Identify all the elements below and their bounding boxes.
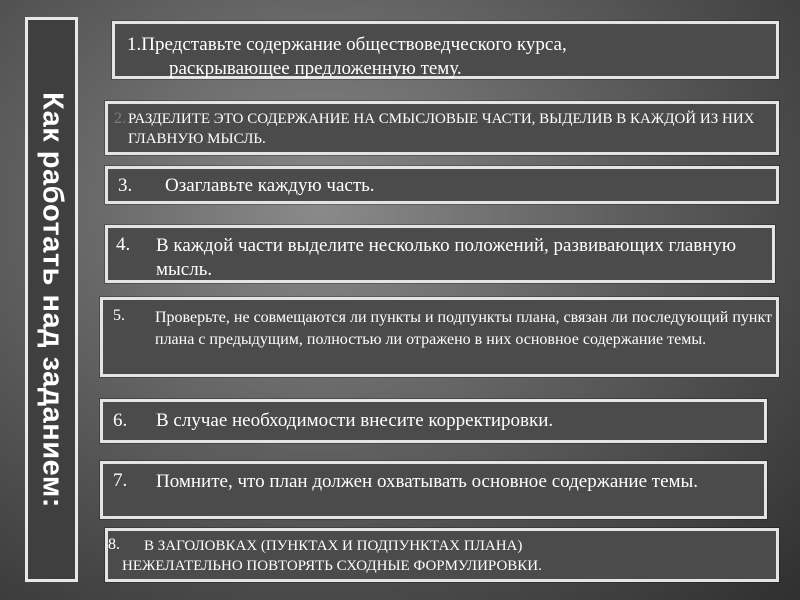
step-text-line2: раскрывающее предложенную тему. [169, 58, 462, 79]
step-number: 8. [108, 536, 120, 553]
step-text [127, 33, 767, 81]
plan-step-1 [112, 21, 779, 79]
step-text-line1: В ЗАГОЛОВКАХ (ПУНКТАХ И ПОДПУНКТАХ ПЛАНА) [144, 538, 523, 554]
step-text: В случае необходимости внесите корректировки. [156, 410, 554, 431]
plan-step-2 [105, 101, 779, 155]
plan-step-8 [105, 528, 779, 582]
step-text: РАЗДЕЛИТЕ ЭТО СОДЕРЖАНИЕ НА СМЫСЛОВЫЕ ЧАСТИ, ВЫДЕЛИВ В КАЖДОЙ ИЗ НИХ ГЛАВНУЮ МЫСЛЬ. [128, 111, 755, 147]
step-number: 5. [113, 307, 125, 324]
plan-step-7 [100, 461, 767, 519]
step-text: Помните, что план должен охватывать основное содержание темы. [156, 471, 699, 492]
plan-step-3 [105, 166, 779, 204]
step-text: Проверьте, не совмещаются ли пункты и подпункты плана, связан ли последующий пункт плана с предыдущим, полностью ли отражено в них основное содержание темы. [155, 309, 772, 348]
plan-step-4 [105, 225, 775, 283]
step-number: 4. [116, 234, 131, 255]
sidebar-title-box [25, 17, 78, 582]
step-text-line1: Представьте содержание обществоведческого курса, [141, 34, 567, 55]
step-text: Озаглавьте каждую часть. [165, 175, 375, 196]
plan-step-6 [100, 399, 767, 443]
sidebar-title: Как работать над заданием: [36, 91, 68, 508]
plan-step-5 [100, 297, 779, 377]
step-number: 6. [113, 410, 128, 431]
step-text [122, 536, 762, 576]
step-text-line2: НЕЖЕЛАТЕЛЬНО ПОВТОРЯТЬ СХОДНЫЕ ФОРМУЛИРОВКИ. [122, 558, 542, 574]
step-number: 2. [114, 110, 126, 127]
step-number: 3. [118, 175, 133, 196]
step-number: 1. [127, 34, 142, 55]
step-text: В каждой части выделите несколько положений, развивающих главную мысль. [156, 235, 737, 280]
step-number: 7. [113, 470, 128, 491]
